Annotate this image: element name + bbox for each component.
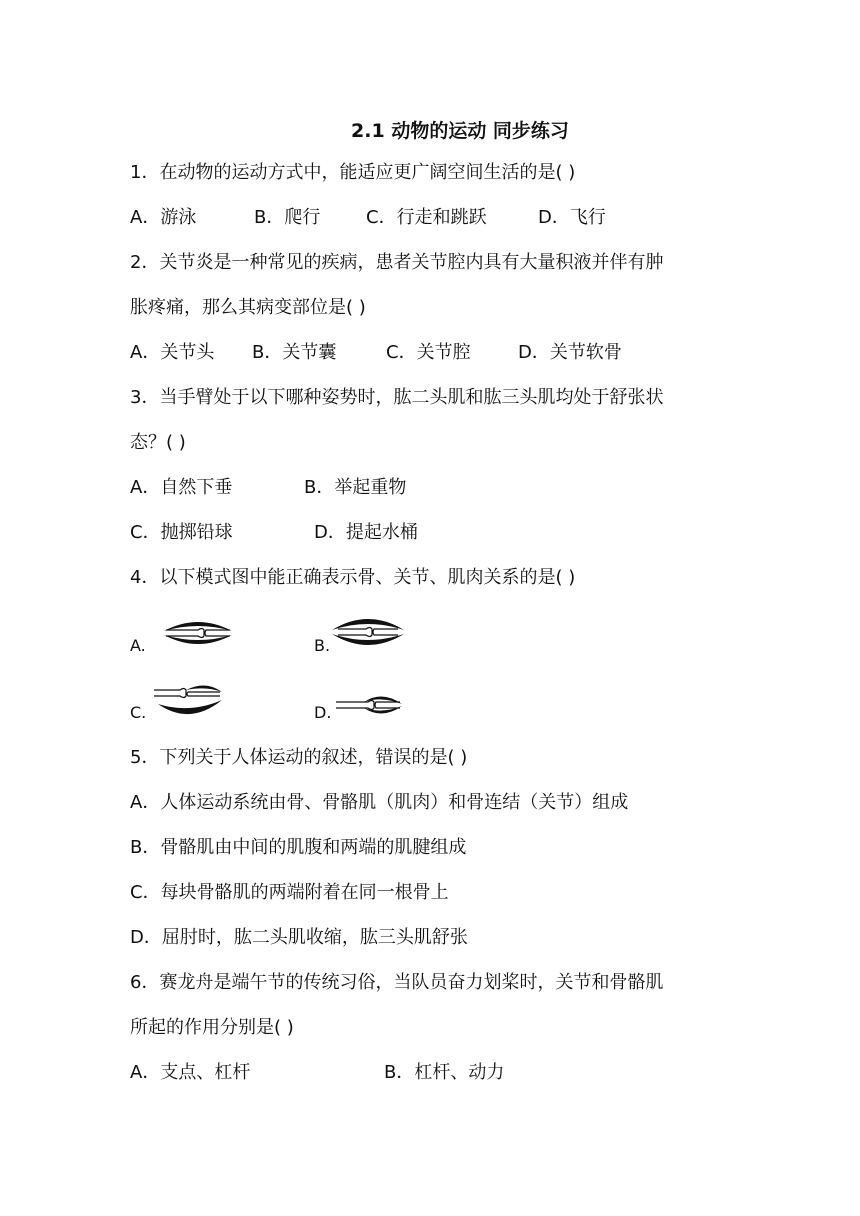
question-1-option-c[interactable]: C．行走和跳跃: [366, 207, 487, 228]
question-1-option-b[interactable]: B．爬行: [254, 207, 321, 228]
question-1-stem: 1．在动物的运动方式中，能适应更广阔空间生活的是( ): [130, 162, 576, 183]
question-4-figure-c[interactable]: [150, 682, 226, 722]
question-4-figure-d[interactable]: [334, 690, 404, 720]
question-4-option-d-label[interactable]: D.: [314, 703, 332, 722]
question-2-option-d[interactable]: D．关节软骨: [518, 342, 622, 363]
question-6-stem-line-1: 6．赛龙舟是端午节的传统习俗，当队员奋力划桨时，关节和骨骼肌: [130, 972, 664, 993]
question-3-stem-line-1: 3．当手臂处于以下哪种姿势时，肱二头肌和肱三头肌均处于舒张状: [130, 387, 664, 408]
question-4-option-b-label[interactable]: B.: [314, 636, 331, 655]
question-4-figure-b[interactable]: [330, 612, 406, 652]
question-3-option-c[interactable]: C．抛掷铅球: [130, 522, 233, 543]
question-5-stem: 5．下列关于人体运动的叙述，错误的是( ): [130, 747, 468, 768]
question-3-option-a[interactable]: A．自然下垂: [130, 477, 233, 498]
question-1-option-a[interactable]: A．游泳: [130, 207, 197, 228]
question-5-option-c[interactable]: C．每块骨骼肌的两端附着在同一根骨上: [130, 882, 449, 903]
page-title: 2.1 动物的运动 同步练习: [351, 120, 569, 142]
question-3-stem-line-2: 态？( ): [130, 432, 186, 453]
question-5-option-b[interactable]: B．骨骼肌由中间的肌腹和两端的肌腱组成: [130, 837, 467, 858]
question-5-option-d[interactable]: D．屈肘时，肱二头肌收缩，肱三头肌舒张: [130, 927, 468, 948]
question-6-option-b[interactable]: B．杠杆、动力: [384, 1062, 505, 1083]
question-3-option-d[interactable]: D．提起水桶: [314, 522, 418, 543]
question-6-stem-line-2: 所起的作用分别是( ): [130, 1017, 294, 1038]
question-2-option-a[interactable]: A．关节头: [130, 342, 215, 363]
question-2-stem-line-2: 胀疼痛，那么其病变部位是( ): [130, 297, 366, 318]
question-4-stem: 4．以下模式图中能正确表示骨、关节、肌肉关系的是( ): [130, 567, 576, 588]
question-2-option-b[interactable]: B．关节囊: [252, 342, 337, 363]
question-1-option-d[interactable]: D．飞行: [538, 207, 606, 228]
question-2-option-c[interactable]: C．关节腔: [386, 342, 471, 363]
question-5-option-a[interactable]: A．人体运动系统由骨、骨骼肌（肌肉）和骨连结（关节）组成: [130, 792, 629, 813]
question-2-stem-line-1: 2．关节炎是一种常见的疾病，患者关节腔内具有大量积液并伴有肿: [130, 252, 664, 273]
question-6-option-a[interactable]: A．支点、杠杆: [130, 1062, 251, 1083]
question-4-option-c-label[interactable]: C.: [130, 703, 147, 722]
question-4-figure-a[interactable]: [160, 615, 236, 651]
question-3-option-b[interactable]: B．举起重物: [304, 477, 407, 498]
question-4-option-a-label[interactable]: A.: [130, 636, 146, 655]
